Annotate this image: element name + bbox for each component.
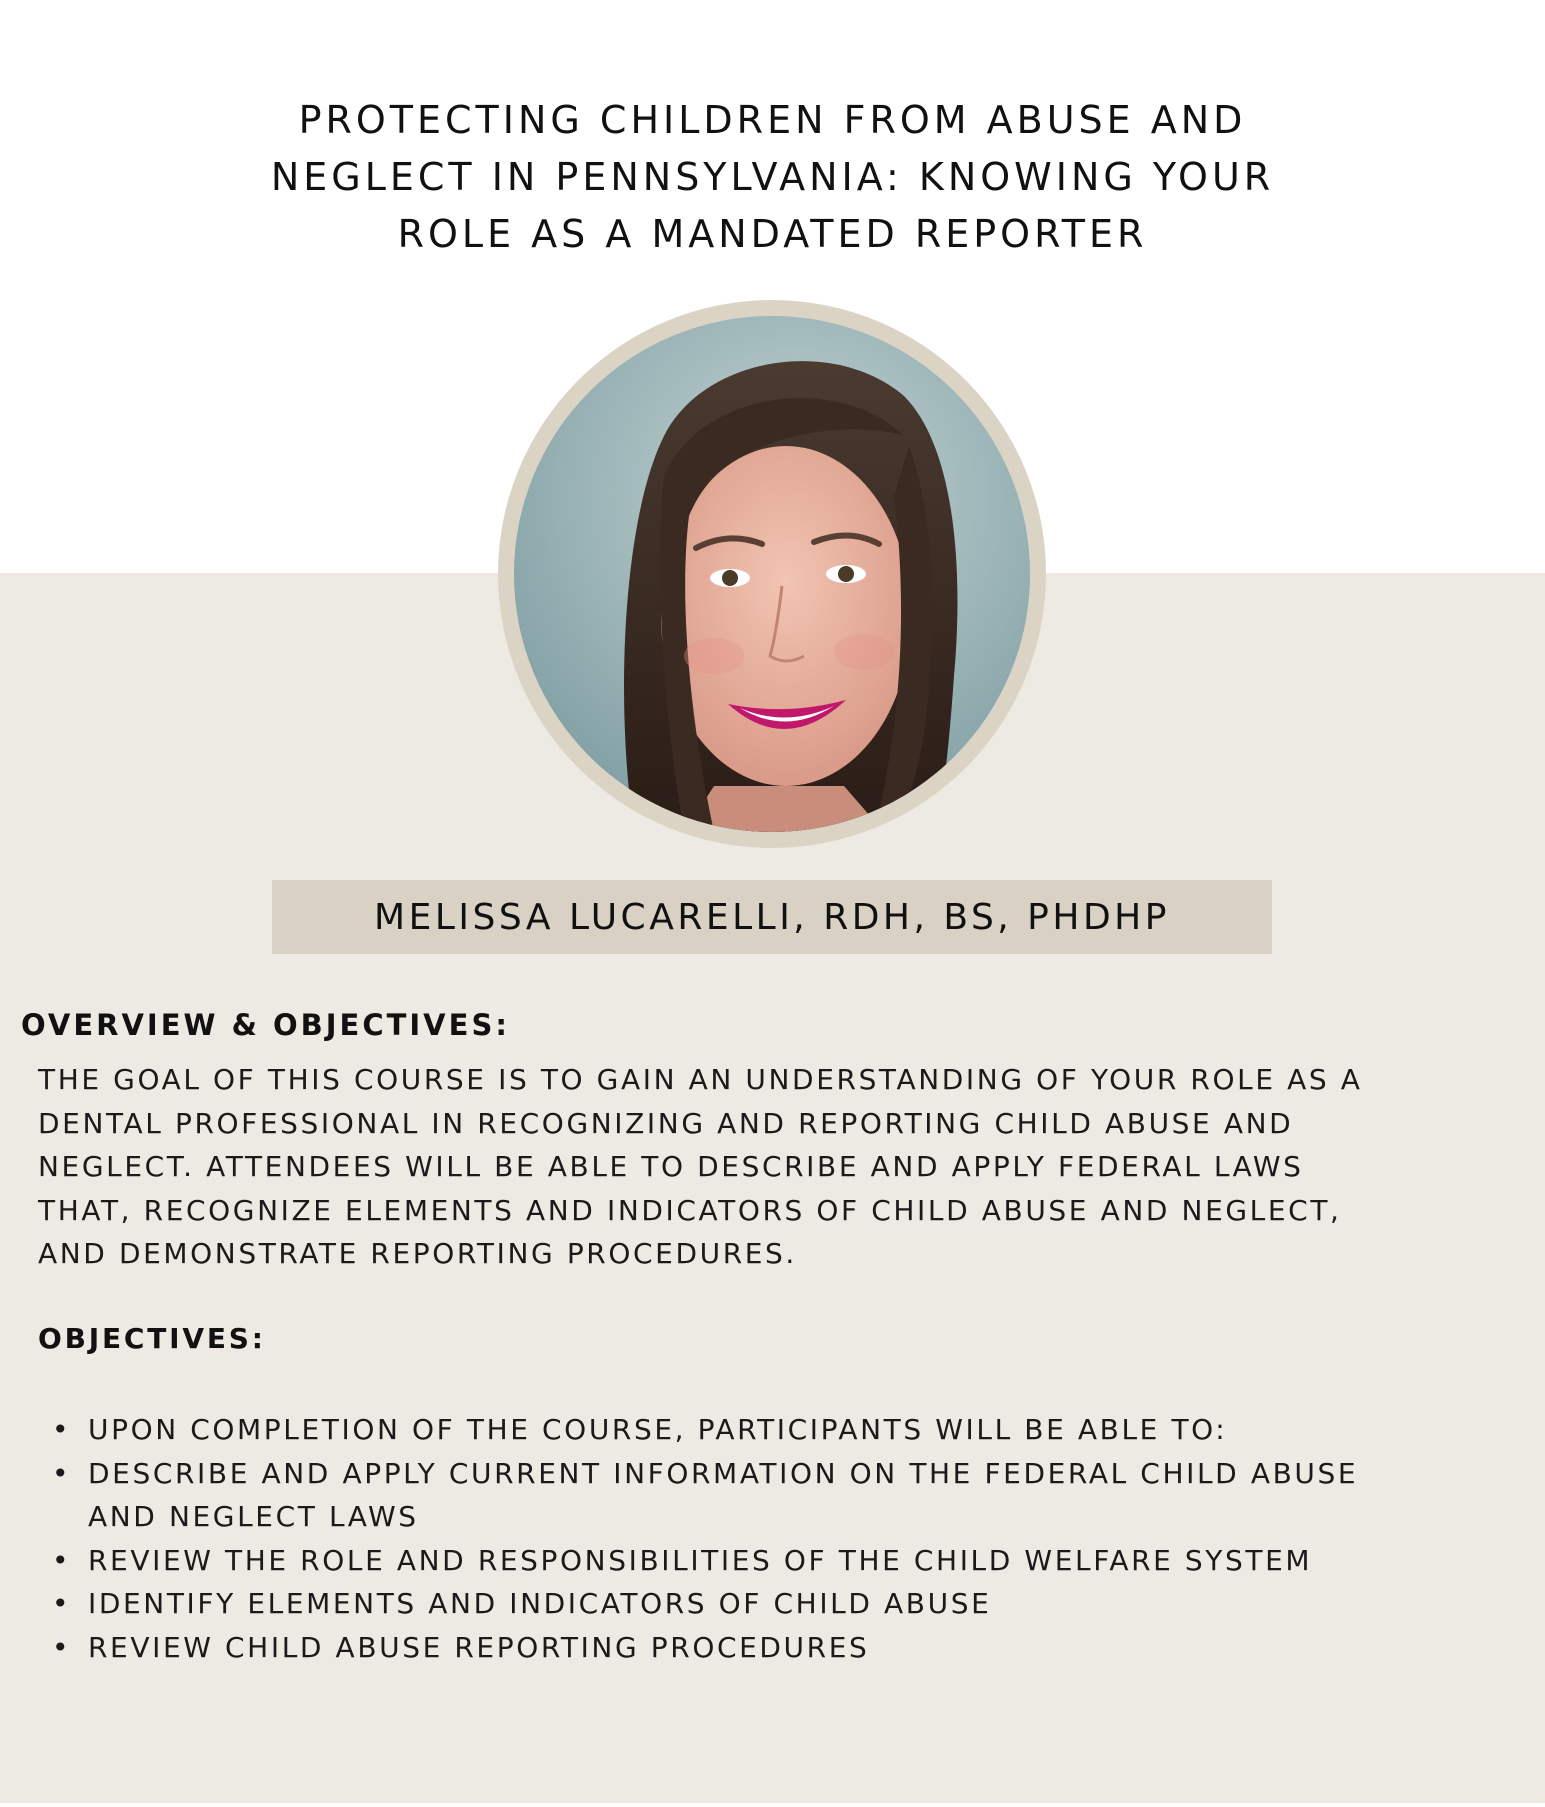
presenter-photo xyxy=(514,316,1030,832)
course-title-line: PROTECTING CHILDREN FROM ABUSE AND xyxy=(298,98,1247,142)
overview-line: THAT, RECOGNIZE ELEMENTS AND INDICATORS OF CHILD ABUSE AND NEGLECT, xyxy=(38,1193,1342,1227)
course-title-line: NEGLECT IN PENNSYLVANIA: KNOWING YOUR xyxy=(270,155,1275,199)
objectives-list xyxy=(38,1408,1518,1669)
objective-item xyxy=(38,1626,1518,1670)
overview-paragraph xyxy=(38,1058,1508,1276)
presenter-portrait xyxy=(514,316,1030,832)
overview-heading: OVERVIEW & OBJECTIVES: xyxy=(21,1008,510,1042)
overview-line: DENTAL PROFESSIONAL IN RECOGNIZING AND REPORTING CHILD ABUSE AND xyxy=(38,1106,1294,1140)
overview-line: NEGLECT. ATTENDEES WILL BE ABLE TO DESCRIBE AND APPLY FEDERAL LAWS xyxy=(38,1150,1304,1183)
bullet-icon: • xyxy=(52,1587,72,1620)
objective-item xyxy=(38,1452,1518,1539)
objective-text: REVIEW THE ROLE AND RESPONSIBILITIES OF THE CHILD WELFARE SYSTEM xyxy=(88,1543,1313,1577)
course-title xyxy=(140,92,1405,263)
objective-text: REVIEW CHILD ABUSE REPORTING PROCEDURES xyxy=(88,1630,870,1664)
presenter-name: MELISSA LUCARELLI, RDH, BS, PHDHP xyxy=(374,896,1170,938)
course-title-line: ROLE AS A MANDATED REPORTER xyxy=(397,212,1148,256)
objective-text: IDENTIFY ELEMENTS AND INDICATORS OF CHILD ABUSE xyxy=(88,1587,992,1620)
objective-item xyxy=(38,1582,1518,1626)
overview-line: THE GOAL OF THIS COURSE IS TO GAIN AN UNDERSTANDING OF YOUR ROLE AS A xyxy=(38,1063,1363,1096)
bullet-icon: • xyxy=(52,1413,72,1446)
objective-text: DESCRIBE AND APPLY CURRENT INFORMATION ON THE FEDERAL CHILD ABUSE xyxy=(88,1456,1359,1490)
bullet-icon: • xyxy=(52,1456,72,1490)
overview-line: AND DEMONSTRATE REPORTING PROCEDURES. xyxy=(38,1237,797,1270)
objective-item xyxy=(38,1539,1518,1583)
bullet-icon: • xyxy=(52,1543,72,1577)
objective-text: AND NEGLECT LAWS xyxy=(88,1500,419,1533)
objective-item xyxy=(38,1408,1518,1452)
bullet-icon: • xyxy=(52,1630,72,1664)
objective-text: UPON COMPLETION OF THE COURSE, PARTICIPANTS WILL BE ABLE TO: xyxy=(88,1413,1228,1446)
objectives-heading: OBJECTIVES: xyxy=(38,1322,266,1355)
presenter-name-banner xyxy=(272,880,1272,954)
